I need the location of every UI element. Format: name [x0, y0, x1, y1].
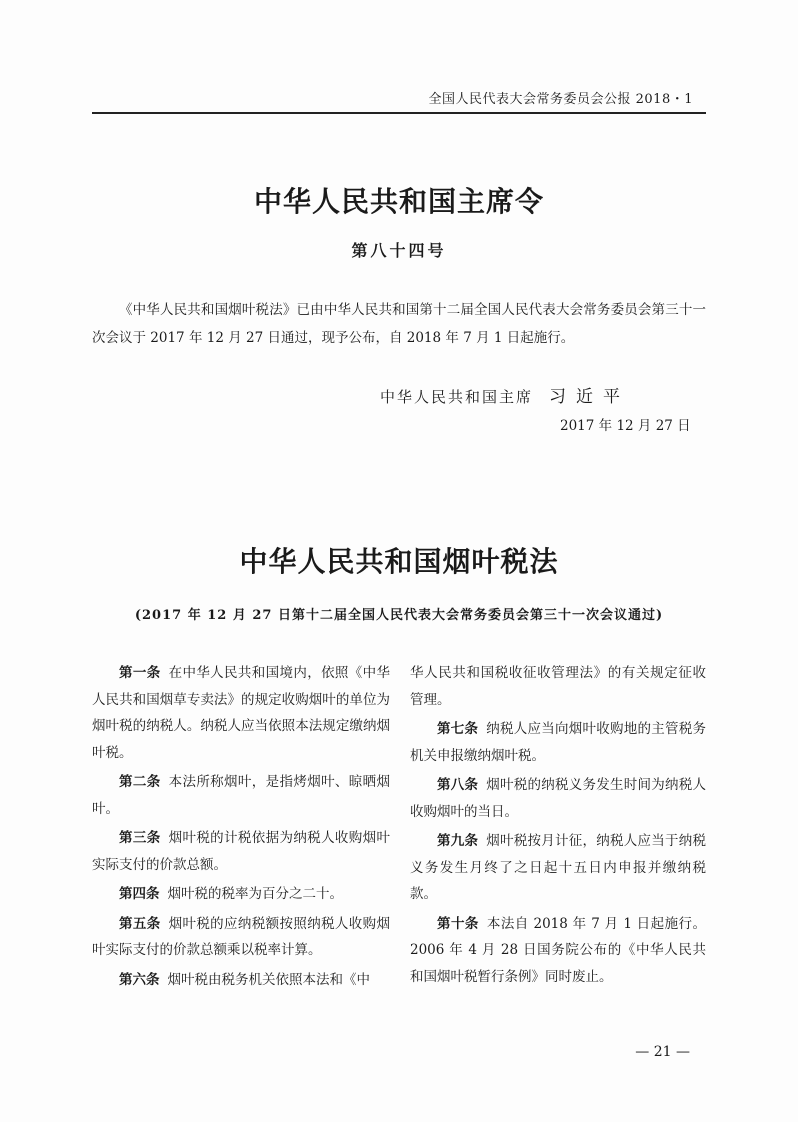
right-column [410, 660, 706, 993]
article-4 [92, 881, 390, 908]
article-label: 第八条 [437, 777, 479, 793]
article-text: 烟叶税的税率为百分之二十。 [167, 886, 343, 902]
header-rule [92, 112, 706, 114]
article-label: 第二条 [119, 774, 161, 790]
article-label: 第三条 [119, 830, 161, 846]
article-text: 烟叶税的纳税义务发生时间为纳税人收购烟叶的当日。 [410, 777, 706, 820]
article-7 [410, 716, 706, 769]
article-8 [410, 772, 706, 825]
signature-line [380, 382, 630, 407]
article-3 [92, 825, 390, 878]
article-label: 第十条 [437, 915, 479, 932]
order-number: 第八十四号 [351, 241, 447, 260]
article-text: 烟叶税的计税依据为纳税人收购烟叶实际支付的价款总额。 [92, 830, 391, 873]
article-text: 本法自 2018 年 7 月 1 日起施行。2006 年 4 月 28 日国务院公布的《中华人民共和国烟叶税暂行条例》同时废止。 [410, 915, 706, 985]
article-label: 第五条 [119, 915, 161, 932]
article-5 [92, 911, 390, 964]
article-9 [410, 828, 706, 908]
order-body: 《中华人民共和国烟叶税法》已由中华人民共和国第十二届全国人民代表大会常务委员会第三十一次会议于 2017 年 12 月 27 日通过，现予公布，自 2018 年 7 月 1 日起施行。 [92, 302, 706, 346]
sign-date: 2017 年 12 月 27 日 [560, 418, 691, 434]
page-number: — 21 — [635, 1044, 690, 1060]
article-2 [92, 769, 390, 822]
signer-name: 习近平 [549, 387, 631, 407]
left-column [92, 660, 390, 996]
article-label: 第九条 [437, 833, 479, 849]
article-text: 烟叶税按月计征，纳税人应当于纳税义务发生月终了之日起十五日内申报并缴纳税款。 [410, 833, 706, 902]
article-6-continued: 华人民共和国税收征收管理法》的有关规定征收管理。 [410, 665, 706, 708]
law-subtitle: (2017 年 12 月 27 日第十二届全国人民代表大会常务委员会第三十一次会议通过) [134, 608, 664, 623]
article-6 [92, 967, 390, 994]
article-text: 纳税人应当向烟叶收购地的主管税务机关申报缴纳烟叶税。 [410, 721, 706, 764]
article-1 [92, 660, 390, 766]
article-text: 在中华人民共和国境内，依照《中华人民共和国烟草专卖法》的规定收购烟叶的单位为烟叶税的纳税人。纳税人应当依照本法规定缴纳烟叶税。 [92, 665, 391, 761]
article-text: 烟叶税由税务机关依照本法和《中 [167, 971, 370, 988]
article-label: 第四条 [119, 886, 160, 902]
signer-title: 中华人民共和国主席 [380, 388, 534, 406]
running-header: 全国人民代表大会常务委员会公报 2018・1 [428, 92, 693, 107]
law-title: 中华人民共和国烟叶税法 [239, 545, 559, 578]
article-label: 第六条 [119, 971, 160, 988]
article-text: 本法所称烟叶，是指烤烟叶、晾晒烟叶。 [92, 774, 391, 817]
order-title: 中华人民共和国主席令 [253, 185, 544, 218]
article-label: 第七条 [437, 721, 479, 737]
article-text: 烟叶税的应纳税额按照纳税人收购烟叶实际支付的价款总额乘以税率计算。 [92, 915, 391, 958]
article-10 [410, 911, 706, 991]
article-label: 第一条 [119, 665, 161, 681]
